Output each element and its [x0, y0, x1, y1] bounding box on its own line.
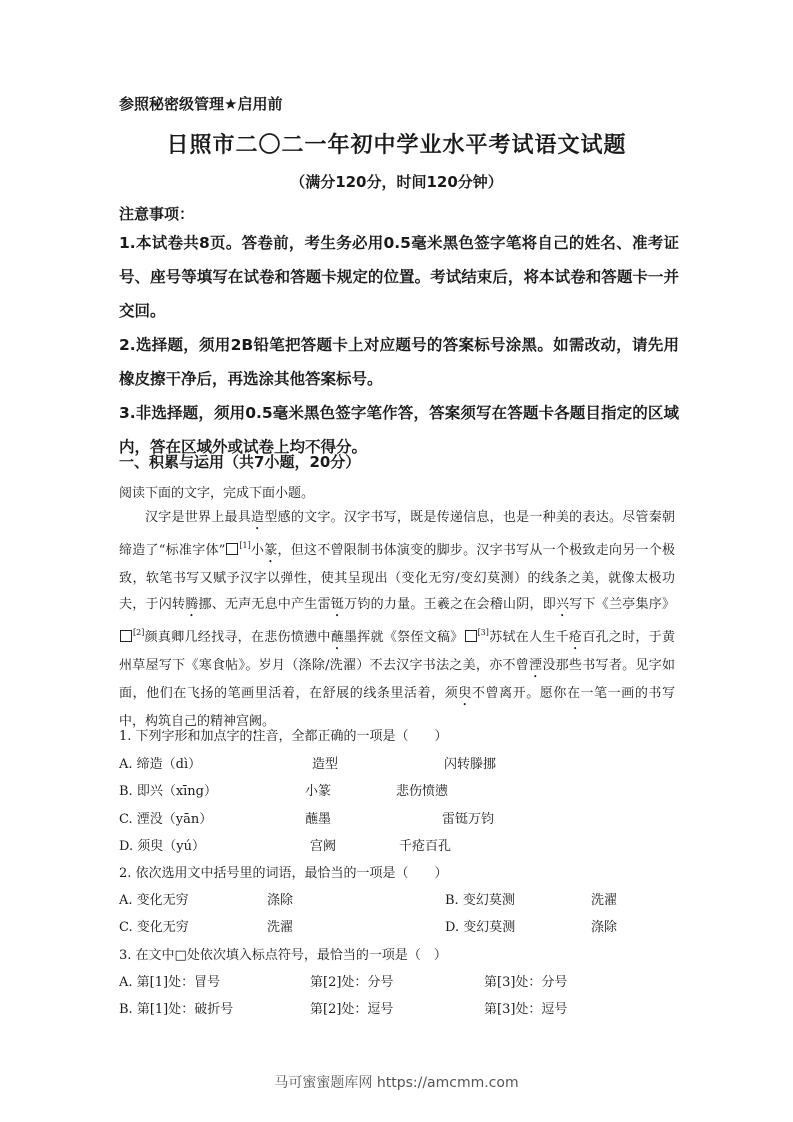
page-title: 日照市二〇二一年初中学业水平考试语文试题 — [166, 133, 627, 158]
question-1-option-c[interactable]: C. 湮没（yān） 蘸墨 雷铤万钧 — [119, 812, 495, 827]
notes-heading: 注意事项： — [119, 205, 195, 223]
section-intro: 阅读下面的文字，完成下面小题。 — [119, 486, 315, 501]
question-1-option-d[interactable]: D. 须臾（yú） 宫阙 千疮百孔 — [119, 839, 452, 854]
reading-passage: 汉字是世界上最具造型感的文字。汉字书写，既是传递信息，也是一种美的表达。尽管秦朝缔造了“标准字体” [1]小篆，但这不曾限制书体演变的脚步。汉字书写从一个极致走向另一个极致，软笔书写又赋予汉字以弹性，使其呈现出（变化无穷/变幻莫测）的线条之美，就像太极功夫，于闪转腾挪、无声无息中产生雷铤万钧的力量。王羲之在会稽山阴，即兴写下《兰亭集序》[2]颜真卿几经找寻，在悲伤愤懑中蘸墨挥就《祭侄文稿》 [3]苏轼在人生千疮百孔之时，于黄州草屋写下《寒食帖》。岁月（涤除/洗濯）不去汉字书法之美，亦不曾湮没那些书写者。见字如面，他们在飞扬的笔画里活着，在舒展的线条里活着，须臾不曾离开。愿你在一笔一画的书写中，构筑自己的精神宫阙。 — [119, 510, 675, 729]
blank-box — [226, 543, 238, 555]
question-3-stem: 3. 在文中□处依次填入标点符号，最恰当的一项是（ ） — [119, 948, 447, 963]
footer-watermark: 马可蜜蜜题库网 https://amcmm.com — [274, 1075, 519, 1091]
question-1-stem: 1. 下列字形和加点字的注音，全都正确的一项是（ ） — [119, 729, 448, 744]
question-2-options-cd[interactable]: C. 变化无穷 洗濯 D. 变幻莫测 涤除 — [119, 920, 618, 935]
question-1-option-a[interactable]: A. 缔造（dì） 造型 闪转滕挪 — [119, 757, 497, 772]
question-3-option-b[interactable]: B. 第[1]处：破折号 第[2]处：逗号 第[3]处：逗号 — [119, 1002, 568, 1017]
blank-box — [465, 630, 477, 642]
note-item-1: 1.本试卷共8页。答卷前，考生务必用0.5毫米黑色签字笔将自己的姓名、准考证号、座号等填写在试卷和答题卡规定的位置。考试结束后，将本试卷和答题卡一并交回。 — [119, 234, 679, 320]
note-item-3: 3.非选择题，须用0.5毫米黑色签字笔作答，答案须写在答题卡各题目指定的区域内，答在区域外或试卷上均不得分。 — [119, 404, 679, 456]
question-2-options-ab[interactable]: A. 变化无穷 涤除 B. 变幻莫测 洗濯 — [119, 893, 618, 908]
question-1-option-b[interactable]: B. 即兴（xīng） 小篆 悲伤愤懑 — [119, 784, 449, 799]
secrecy-label: 参照秘密级管理★启用前 — [119, 95, 283, 113]
section-heading: 一、积累与运用（共7小题，20分） — [119, 453, 361, 471]
question-3-option-a[interactable]: A. 第[1]处：冒号 第[2]处：分号 第[3]处：分号 — [119, 975, 568, 990]
blank-box — [120, 630, 132, 642]
question-2-stem: 2. 依次选用文中括号里的词语，最恰当的一项是（ ） — [119, 866, 448, 881]
page-subtitle: （满分120分，时间120分钟） — [290, 173, 503, 191]
note-item-2: 2.选择题，须用2B铅笔把答题卡上对应题号的答案标号涂黑。如需改动，请先用橡皮擦干净后，再选涂其他答案标号。 — [119, 336, 679, 388]
